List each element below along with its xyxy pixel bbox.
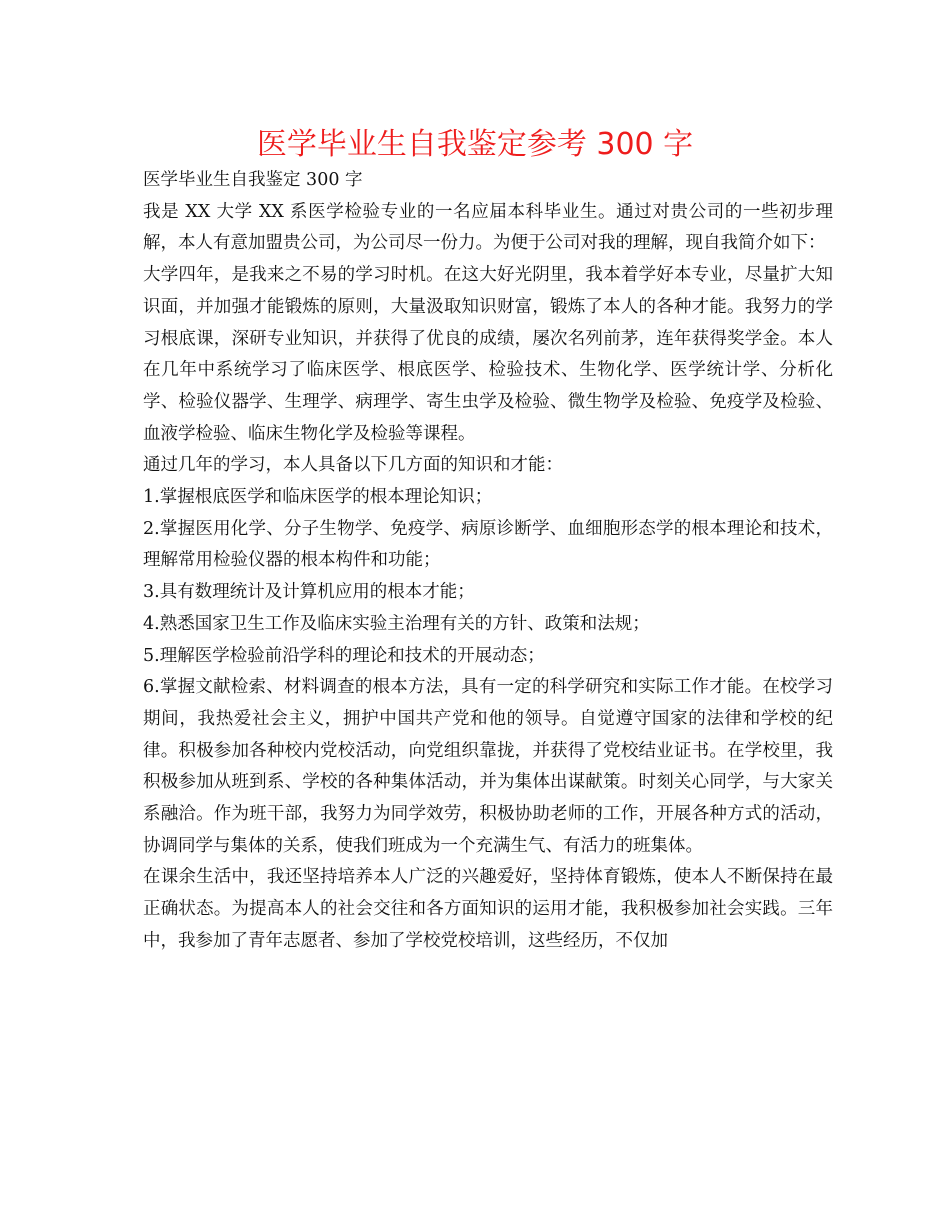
skills-heading: 通过几年的学习，本人具备以下几方面的知识和才能： bbox=[143, 455, 563, 476]
subtitle-line: 医学毕业生自我鉴定 300 字 bbox=[143, 170, 363, 190]
list-item: 2.掌握医用化学、分子生物学、免疫学、病原诊断学、血细胞形态学的根本理论和技术，理解常用检验仪器的根本构件和功能； bbox=[143, 518, 833, 571]
document-title: 医学毕业生自我鉴定参考 300 字 bbox=[256, 127, 694, 162]
study-paragraph: 大学四年，是我来之不易的学习时机。在这大好光阴里，我本着学好本专业，尽量扩大知识面，并加强才能锻炼的原则，大量汲取知识财富，锻炼了本人的各种才能。我努力的学习根底课，深研专业知识，并获得了优良的成绩，屡次名列前茅，连年获得奖学金。本人在几年中系统学习了临床医学、根底医学、检验技术、生物化学、医学统计学、分析化学、检验仪器学、生理学、病理学、寄生虫学及检验、微生物学及检验、免疫学及检验、血液学检验、临床生物化学及检验等课程。 bbox=[143, 265, 833, 444]
hobbies-paragraph: 在课余生活中，我还坚持培养本人广泛的兴趣爱好，坚持体育锻炼，使本人不断保持在最正确状态。为提高本人的社会交往和各方面知识的运用才能，我积极参加社会实践。三年中，我参加了青年志愿者、参加了学校党校培训，这些经历，不仅加 bbox=[143, 867, 833, 951]
list-item: 6.掌握文献检索、材料调查的根本方法，具有一定的科学研究和实际工作才能。在校学习期间，我热爱社会主义，拥护中国共产党和他的领导。自觉遵守国家的法律和学校的纪律。积极参加各种校内党校活动，向党组织靠拢，并获得了党校结业证书。在学校里，我积极参加从班到系、学校的各种集体活动，并为集体出谋献策。时刻关心同学，与大家关系融洽。作为班干部，我努力为同学效劳，积极协助老师的工作，开展各种方式的活动，协调同学与集体的关系，使我们班成为一个充满生气、有活力的班集体。 bbox=[143, 677, 833, 856]
list-item: 5.理解医学检验前沿学科的理论和技术的开展动态； bbox=[143, 645, 545, 666]
list-item: 3.具有数理统计及计算机应用的根本才能； bbox=[143, 582, 475, 603]
document-body bbox=[143, 165, 833, 958]
list-item: 1.掌握根底医学和临床医学的根本理论知识； bbox=[143, 487, 493, 508]
list-item: 4.熟悉国家卫生工作及临床实验主治理有关的方针、政策和法规； bbox=[143, 613, 650, 634]
intro-paragraph: 我是 XX 大学 XX 系医学检验专业的一名应届本科毕业生。通过对贵公司的一些初步理解，本人有意加盟贵公司，为公司尽一份力。为便于公司对我的理解，现自我简介如下： bbox=[143, 201, 833, 254]
